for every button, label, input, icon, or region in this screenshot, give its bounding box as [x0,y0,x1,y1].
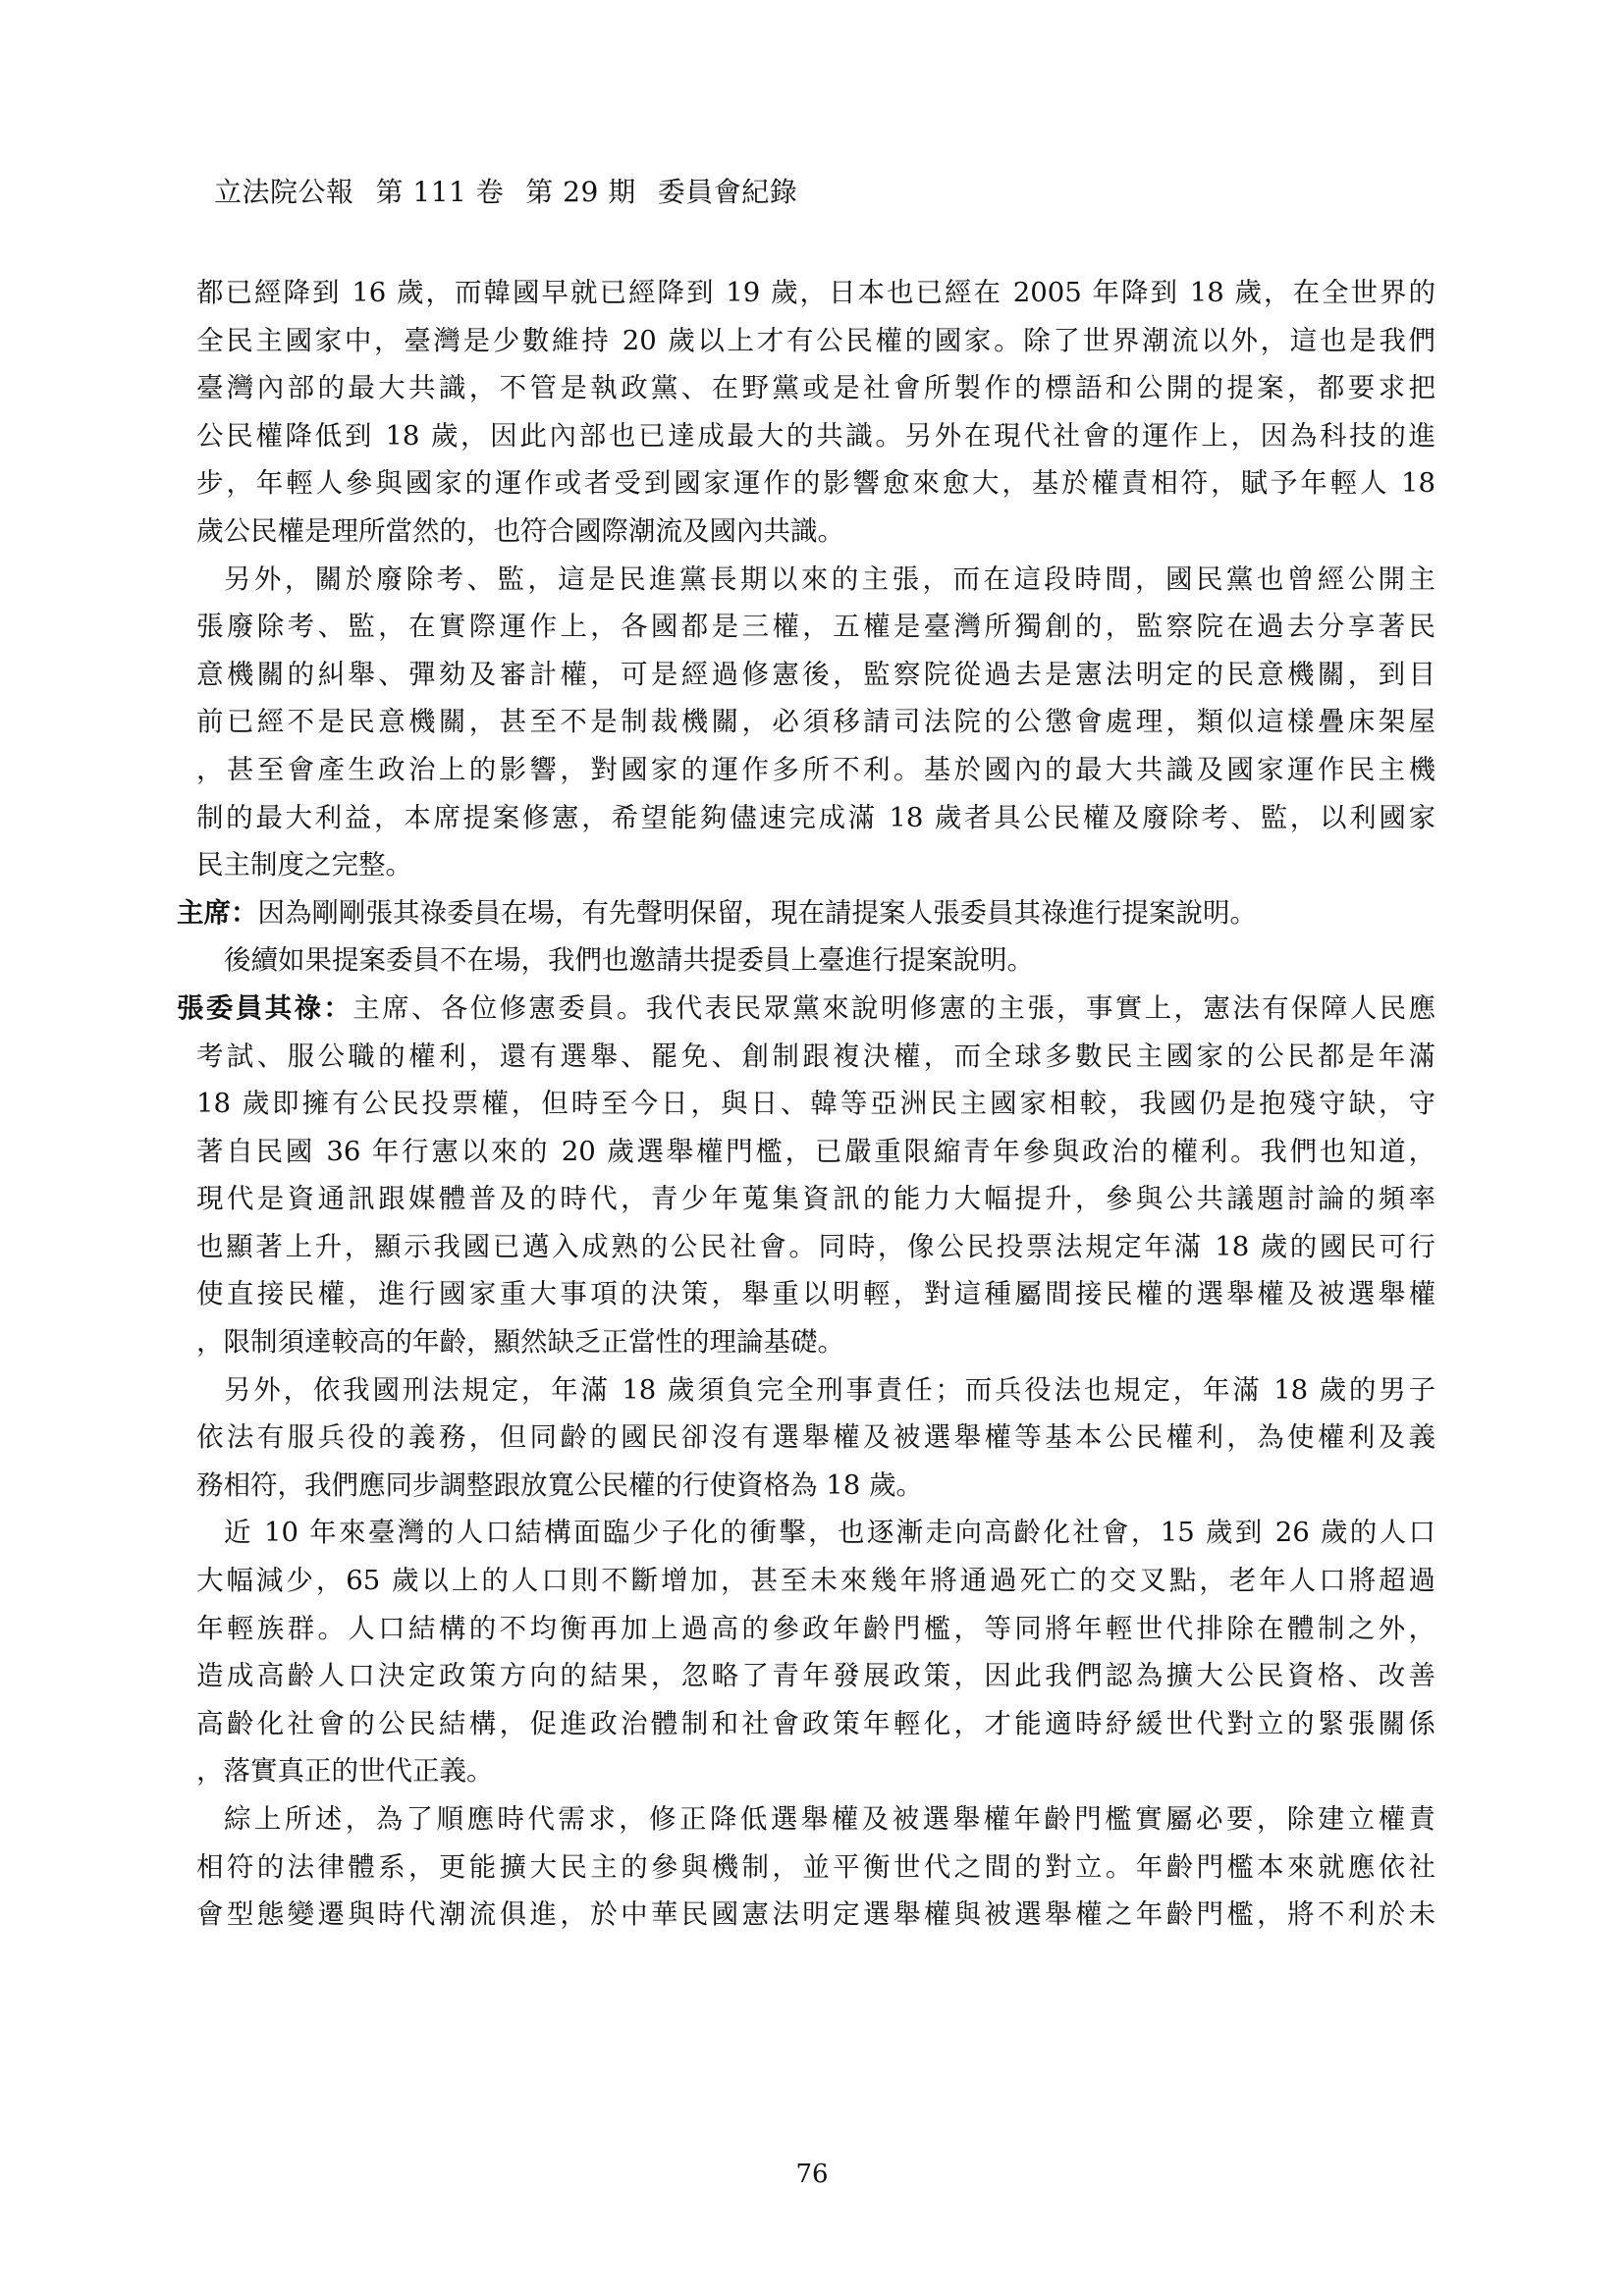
transcript-line [196,1366,1435,1415]
line-text: 考試、服公職的權利，還有選舉、罷免、創制跟複決權，而全球多數民主國家的公民都是年滿 [196,1040,1435,1072]
line-text: 會型態變遷與時代潮流俱進，於中華民國憲法明定選舉權與被選舉權之年齡門檻，將不利於未 [196,1898,1435,1931]
transcript-line [196,1270,1435,1318]
line-text: 前已經不是民意機關，甚至不是制裁機關，必須移請司法院的公懲會處理，類似這樣疊床架屋 [196,706,1435,738]
transcript-line [196,1080,1435,1128]
line-text: 因為剛剛張其祿委員在場，有先聲明保留，現在請提案人張委員其祿進行提案說明。 [257,896,1257,929]
transcript-line [196,1891,1435,1939]
transcript-line [196,1462,1435,1510]
transcript-line [196,1175,1435,1223]
line-text: 高齡化社會的公民結構，促進政治體制和社會政策年輕化，才能適時紓緩世代對立的緊張關係 [196,1707,1435,1739]
line-text: 主席、各位修憲委員。我代表民眾黨來說明修憲的主張，事實上，憲法有保障人民應 [352,991,1435,1024]
transcript-line [196,1843,1435,1892]
volume-number: 第 111 卷 [375,176,505,208]
transcript-line [196,1795,1435,1843]
transcript-line [196,936,1435,985]
line-text: 年輕族群。人口結構的不均衡再加上過高的參政年齡門檻，等同將年輕世代排除在體制之外， [196,1612,1435,1644]
line-text: 民主制度之完整。 [196,849,412,881]
line-text: 另外，關於廢除考、監，這是民進黨長期以來的主張，而在這段時間，國民黨也曾經公開主 [224,562,1435,595]
transcript-line [196,1509,1435,1557]
line-text: 著自民國 36 年行憲以來的 20 歲選舉權門檻，已嚴重限縮青年參與政治的權利。我們也知道， [196,1135,1435,1167]
issue-number: 第 29 期 [525,176,636,208]
transcript-line [196,1414,1435,1462]
transcript-line [196,1557,1435,1605]
page-number: 76 [795,2160,829,2189]
transcript-line [196,651,1435,699]
line-text: 步，年輕人參與國家的運作或者受到國家運作的影響愈來愈大，基於權責相符，賦予年輕人 18 [196,467,1435,500]
line-text: 現代是資通訊跟媒體普及的時代，青少年蒐集資訊的能力大幅提升，參與公共議題討論的頻率 [196,1183,1435,1215]
publication-name: 立法院公報 [214,176,354,208]
line-text: 18 歲即擁有公民投票權，但時至今日，與日、韓等亞洲民主國家相較，我國仍是抱殘守缺，守 [196,1088,1435,1120]
transcript-line [196,794,1435,842]
transcript-line [196,1223,1435,1271]
line-text: 綜上所述，為了順應時代需求，修正降低選舉權及被選舉權年齡門檻實屬必要，除建立權責 [224,1803,1435,1835]
transcript-line [196,1318,1435,1366]
transcript-line [196,412,1435,460]
line-text: 歲公民權是理所當然的，也符合國際潮流及國內共識。 [196,514,844,547]
line-text: 全民主國家中，臺灣是少數維持 20 歲以上才有公民權的國家。除了世界潮流以外，這也是我們 [196,324,1435,356]
transcript-line [196,1033,1435,1081]
transcript-line [196,1605,1435,1653]
line-text: 後續如果提案委員不在場，我們也邀請共提委員上臺進行提案說明。 [224,944,1034,977]
line-text: ，落實真正的世代正義。 [196,1755,494,1788]
line-text: 也顯著上升，顯示我國已邁入成熟的公民社會。同時，像公民投票法規定年滿 18 歲的國民可行 [196,1230,1435,1262]
line-text: 大幅減少，65 歲以上的人口則不斷增加，甚至未來幾年將通過死亡的交叉點，老年人口將超過 [196,1565,1435,1597]
line-text: 使直接民權，進行國家重大事項的決策，舉重以明輕，對這種屬間接民權的選舉權及被選舉權 [196,1278,1435,1310]
speaker-name: 張委員其祿： [177,991,353,1024]
transcript-line [196,1700,1435,1748]
transcript-line [196,746,1435,794]
transcript-line [196,317,1435,365]
line-text: 公民權降低到 18 歲，因此內部也已達成最大的共識。另外在現代社會的運作上，因為科技的進 [196,419,1435,452]
transcript-line [196,841,1435,889]
line-text: 制的最大利益，本席提案修憲，希望能夠儘速完成滿 18 歲者具公民權及廢除考、監，以利國家 [196,801,1435,833]
page-header [214,173,819,212]
line-text: ，甚至會產生政治上的影響，對國家的運作多所不利。基於國內的最大共識及國家運作民主機 [196,753,1435,785]
transcript-line [177,889,1435,937]
transcript-line [177,985,1435,1033]
transcript-line [196,1652,1435,1700]
transcript-line [196,698,1435,746]
transcript-line [196,364,1435,412]
line-text: 另外，依我國刑法規定，年滿 18 歲須負完全刑事責任；而兵役法也規定，年滿 18 歲的男子 [224,1373,1435,1406]
line-text: 務相符，我們應同步調整跟放寬公民權的行使資格為 18 歲。 [196,1468,923,1501]
transcript-line [196,507,1435,556]
line-text: 造成高齡人口決定政策方向的結果，忽略了青年發展政策，因此我們認為擴大公民資格、改善 [196,1660,1435,1692]
section-name: 委員會紀錄 [657,176,798,208]
transcript-line [196,1747,1435,1795]
line-text: 近 10 年來臺灣的人口結構面臨少子化的衝擊，也逐漸走向高齡化社會，15 歲到 26 歲的人口 [224,1517,1435,1549]
transcript-body [177,269,1435,1939]
transcript-line [196,603,1435,651]
line-text: 意機關的糾舉、彈劾及審計權，可是經過修憲後，監察院從過去是憲法明定的民意機關，到目 [196,658,1435,690]
line-text: 依法有服兵役的義務，但同齡的國民卻沒有選舉權及被選舉權等基本公民權利，為使權利及義 [196,1421,1435,1454]
line-text: 都已經降到 16 歲，而韓國早就已經降到 19 歲，日本也已經在 2005 年降到 18 歲，在全世界的 [196,277,1435,308]
transcript-line [196,459,1435,507]
line-text: 張廢除考、監，在實際運作上，各國都是三權，五權是臺灣所獨創的，監察院在過去分享著民 [196,611,1435,643]
line-text: 相符的法律體系，更能擴大民主的參與機制，並平衡世代之間的對立。年齡門檻本來就應依社 [196,1850,1435,1883]
line-text: ，限制須達較高的年齡，顯然缺乏正當性的理論基礎。 [196,1326,844,1359]
speaker-name: 主席： [177,896,258,929]
line-text: 臺灣內部的最大共識，不管是執政黨、在野黨或是社會所製作的標語和公開的提案，都要求把 [196,372,1435,404]
transcript-line [196,556,1435,604]
transcript-line [196,1128,1435,1176]
transcript-line [196,269,1435,317]
